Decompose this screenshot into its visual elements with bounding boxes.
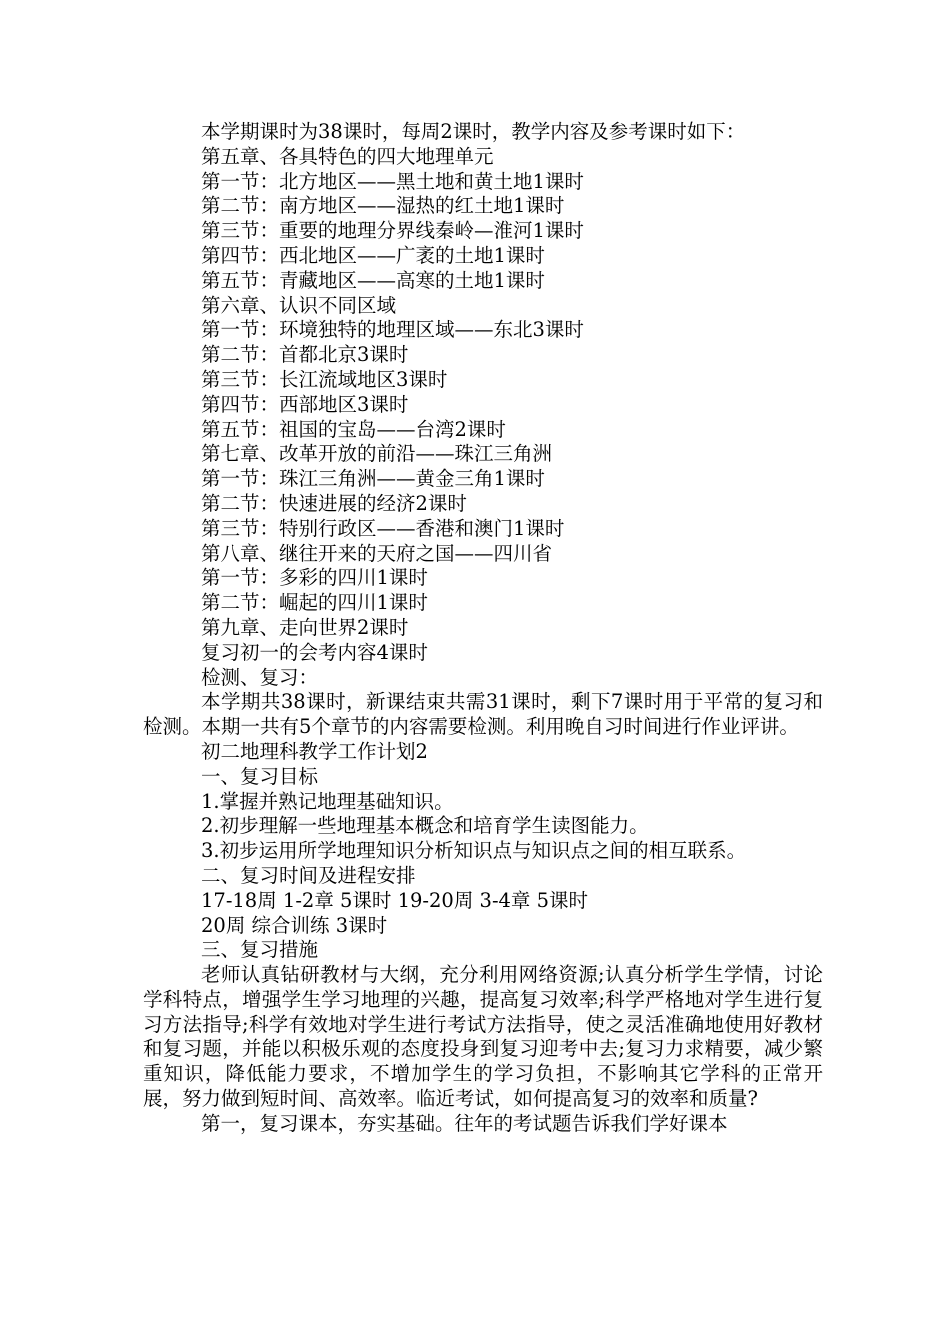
review-schedule-line-2: 20周 综合训练 3课时 xyxy=(201,913,388,937)
chapter-6-section-5: 第五节：祖国的宝岛——台湾2课时 xyxy=(201,417,506,441)
chapter-9-heading: 第九章、走向世界2课时 xyxy=(201,615,409,639)
chapter-8-section-1: 第一节：多彩的四川1课时 xyxy=(201,566,428,590)
review-schedule-line-1: 17-18周 1-2章 5课时 19-20周 3-4章 5课时 xyxy=(201,888,589,912)
chapter-6-heading: 第六章、认识不同区域 xyxy=(201,293,397,317)
review-schedule-heading: 二、复习时间及进程安排 xyxy=(201,863,416,887)
chapter-6-section-1: 第一节：环境独特的地理区域——东北3课时 xyxy=(201,318,584,342)
review-goal-2: 2.初步理解一些地理基本概念和培育学生读图能力。 xyxy=(201,814,649,838)
chapter-8-section-2: 第二节：崛起的四川1课时 xyxy=(201,591,428,615)
chapter-8-heading: 第八章、继往开来的天府之国——四川省 xyxy=(201,541,553,565)
review-measures-heading: 三、复习措施 xyxy=(201,938,319,962)
chapter-7-section-1: 第一节：珠江三角洲——黄金三角1课时 xyxy=(201,467,545,491)
chapter-6-section-4: 第四节：西部地区3课时 xyxy=(201,392,409,416)
chapter-5-section-2: 第二节：南方地区——湿热的红土地1课时 xyxy=(201,194,565,218)
chapter-5-heading: 第五章、各具特色的四大地理单元 xyxy=(201,144,494,168)
review-grade-one: 复习初一的会考内容4课时 xyxy=(201,640,428,664)
paragraph-hours-summary: 本学期共38课时，新课结束共需31课时，剩下7课时用于平常的复习和检测。本期一共有5个章节的内容需要检测。利用晚自习时间进行作业评讲。 xyxy=(143,690,823,739)
document-body xyxy=(143,120,823,1137)
test-review-heading: 检测、复习： xyxy=(201,665,319,689)
chapter-7-heading: 第七章、改革开放的前沿——珠江三角洲 xyxy=(201,442,553,466)
paragraph-intro: 本学期课时为38课时，每周2课时，教学内容及参考课时如下： xyxy=(201,120,746,143)
paragraph-review-measures: 老师认真钻研教材与大纲，充分利用网络资源;认真分析学生学情，讨论学科特点，增强学生学习地理的兴趣，提高复习效率;科学严格地对学生进行复习方法指导;科学有效地对学生进行考试方法指导，使之灵活准确地使用好教材和复习题，并能以积极乐观的态度投身到复习迎考中去;复习力求精要，减少繁重知识，降低能力要求，不增加学生的学习负担，不影响其它学科的正常开展，努力做到短时间、高效率。临近考试，如何提高复习的效率和质量? xyxy=(143,963,823,1111)
chapter-5-section-3: 第三节：重要的地理分界线秦岭—淮河1课时 xyxy=(201,219,584,243)
chapter-7-section-3: 第三节：特别行政区——香港和澳门1课时 xyxy=(201,516,565,540)
review-goal-3: 3.初步运用所学地理知识分析知识点与知识点之间的相互联系。 xyxy=(201,839,747,863)
chapter-5-section-4: 第四节：西北地区——广袤的土地1课时 xyxy=(201,243,545,267)
chapter-6-section-2: 第二节：首都北京3课时 xyxy=(201,343,409,367)
chapter-5-section-5: 第五节：青藏地区——高寒的土地1课时 xyxy=(201,268,545,292)
chapter-7-section-2: 第二节：快速进展的经济2课时 xyxy=(201,491,467,515)
review-goals-heading: 一、复习目标 xyxy=(201,764,319,788)
chapter-6-section-3: 第三节：长江流域地区3课时 xyxy=(201,367,448,391)
review-goal-1: 1.掌握并熟记地理基础知识。 xyxy=(201,789,454,813)
plan-2-title: 初二地理科教学工作计划2 xyxy=(201,739,428,763)
chapter-5-section-1: 第一节：北方地区——黑土地和黄土地1课时 xyxy=(201,169,584,193)
paragraph-first-point: 第一，复习课本，夯实基础。往年的考试题告诉我们学好课本 xyxy=(201,1111,728,1135)
